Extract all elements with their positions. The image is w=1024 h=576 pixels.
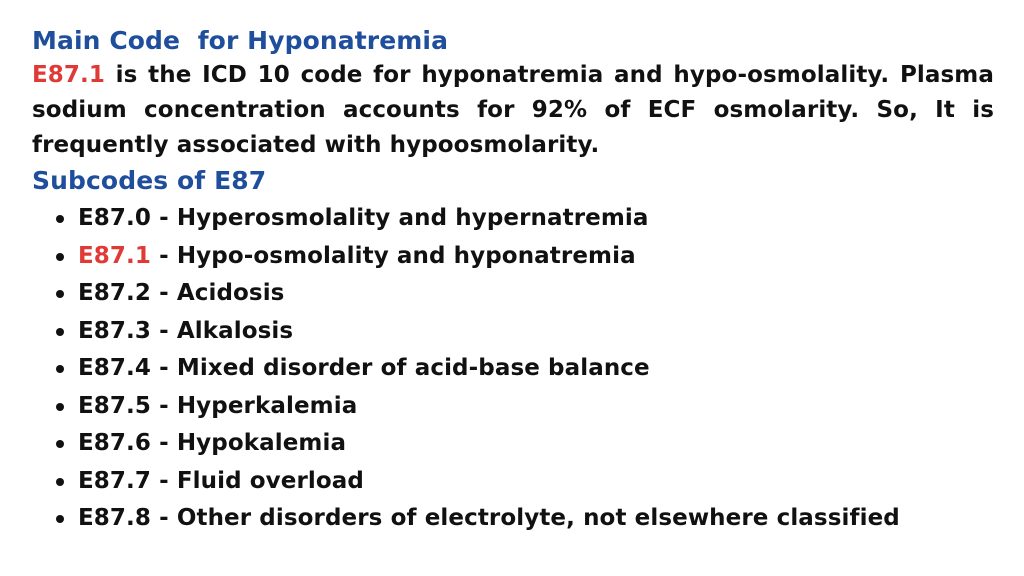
list-item (32, 275, 996, 313)
subcode-code: E87.5 (78, 392, 151, 419)
subcode-code: E87.0 (78, 205, 151, 231)
list-item (32, 500, 996, 538)
subcodes-list (32, 200, 996, 538)
subcode-code: E87.8 (78, 505, 151, 531)
list-item (32, 388, 996, 426)
subcode-code: E87.4 (78, 355, 151, 381)
subcode-desc: - Alkalosis (150, 317, 294, 344)
list-item (32, 425, 996, 463)
bullet-icon (56, 253, 64, 261)
subcode-code: E87.6 (78, 430, 151, 456)
subcode-desc: - Hyperosmolality and hypernatremia (150, 205, 649, 231)
subcode-code: E87.3 (78, 317, 151, 344)
list-item (32, 350, 996, 388)
subcode-desc: - Hypokalemia (150, 430, 347, 456)
bullet-icon (56, 515, 64, 523)
main-code-heading: Main Code for Hyponatremia (32, 26, 449, 55)
subcodes-heading: Subcodes of E87 (32, 166, 267, 195)
bullet-icon (56, 403, 64, 411)
subcode-desc: - Acidosis (150, 280, 285, 306)
intro-text: is the ICD 10 code for hyponatremia and hypo-osmolality. Plasma sodium concentration accounts for 92% of ECF osmolarity. So, It is frequently associated with hypoosmolarity. (32, 62, 994, 158)
subcode-code: E87.1 (78, 242, 151, 269)
intro-code: E87.1 (32, 62, 105, 88)
bullet-icon (56, 215, 64, 223)
list-item (32, 200, 996, 238)
intro-paragraph (32, 58, 994, 163)
list-item (32, 313, 996, 351)
subcode-desc: - Mixed disorder of acid-base balance (150, 355, 650, 381)
subcode-desc: - Hyperkalemia (150, 392, 358, 419)
bullet-icon (56, 440, 64, 448)
list-item (32, 463, 996, 501)
subcode-code: E87.2 (78, 280, 151, 306)
bullet-icon (56, 365, 64, 373)
subcode-code: E87.7 (78, 467, 151, 494)
bullet-icon (56, 328, 64, 336)
bullet-icon (56, 478, 64, 486)
subcode-desc: - Hypo-osmolality and hyponatremia (150, 242, 636, 269)
subcode-desc: - Other disorders of electrolyte, not elsewhere classified (150, 505, 900, 531)
list-item (32, 238, 996, 276)
subcode-desc: - Fluid overload (150, 467, 364, 494)
bullet-icon (56, 290, 64, 298)
